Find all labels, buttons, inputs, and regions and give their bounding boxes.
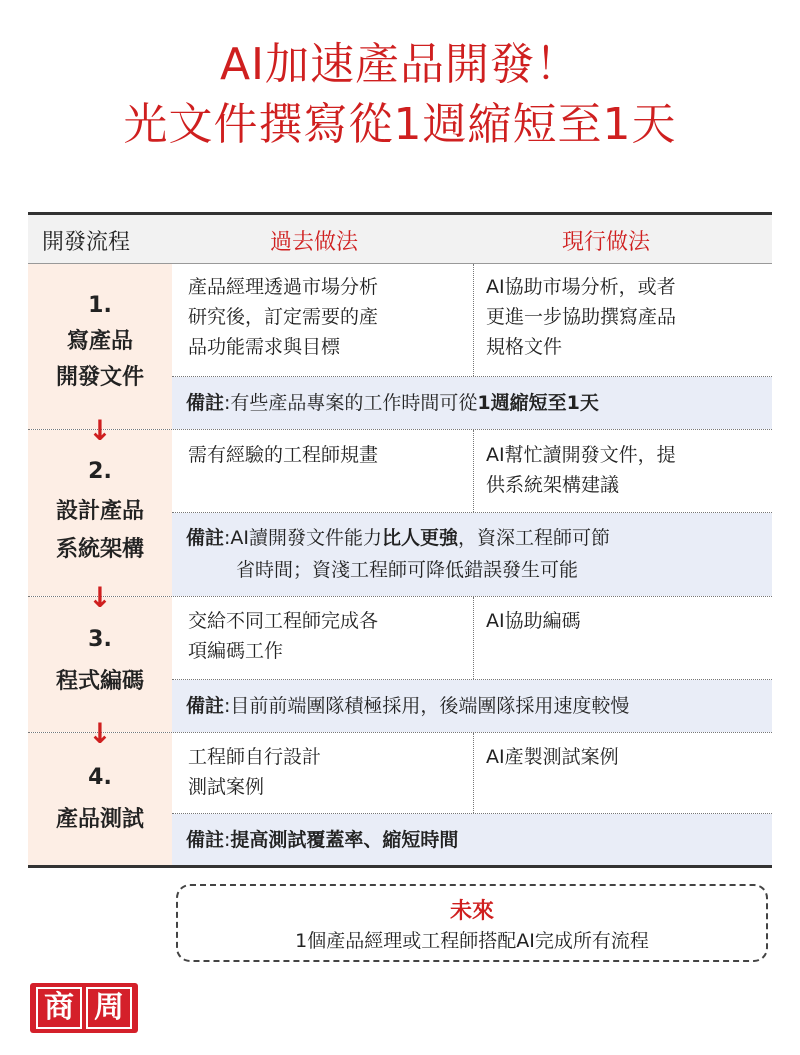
step4-number: 4. [88,765,112,790]
step4-past-line: 測試案例 [188,776,265,798]
step4-current [486,742,768,772]
step1-past-line: 研究後，訂定需要的產 [188,306,379,328]
step2-name-line2: 系統架構 [55,537,144,562]
step2-past-line: 需有經驗的工程師規畫 [188,444,379,466]
comparison-table [28,212,772,868]
note-label: 備註 [186,527,225,549]
note-text: : [224,829,231,851]
column-divider [473,733,474,813]
step3-current [486,606,768,636]
header-process: 開發流程 [42,230,131,255]
page-title-line2: 光文件撰寫從1週縮短至1天 [123,99,677,150]
column-divider [473,430,474,512]
section-divider [28,429,772,430]
step4-name-line1: 產品測試 [55,807,144,832]
step2-past [188,440,468,470]
note-text: :有些產品專案的工作時間可從 [224,392,478,414]
step3-past-line: 交給不同工程師完成各 [188,610,379,632]
step1-name-line2: 開發文件 [55,365,144,390]
step2-current [486,440,768,500]
step4-cell [28,733,172,865]
header-past: 過去做法 [270,230,359,255]
future-title: 未來 [449,899,494,924]
step1-past-line: 產品經理透過市場分析 [188,276,379,298]
table-bottom-rule [28,865,772,868]
header-process-cell [28,215,172,264]
step1-current-line: 更進一步協助撰寫產品 [486,306,677,328]
step1-past [188,272,468,362]
note-emphasis: 比人更強 [382,527,459,549]
step1-name-line1: 寫產品 [66,329,133,354]
step1-past-line: 品功能需求與目標 [188,336,341,358]
future-box [176,884,768,962]
note-text: ，資深工程師可節 [458,527,611,549]
note-emphasis: 提高測試覆蓋率、縮短時間 [230,829,459,851]
column-divider [473,264,474,376]
step2-name-line1: 設計產品 [55,499,144,524]
step3-current-line: AI協助編碼 [486,610,581,632]
note-label: 備註 [186,829,225,851]
step3-name-line1: 程式編碼 [55,669,144,694]
note-text: :AI讀開發文件能力 [224,527,383,549]
step3-number: 3. [88,627,112,652]
section-divider [28,732,772,733]
note-text: :目前前端團隊積極採用，後端團隊採用速度較慢 [224,695,630,717]
logo-char: 周 [86,987,132,1029]
step3-past [188,606,468,666]
step1-number: 1. [88,293,112,318]
column-divider [473,597,474,679]
note-label: 備註 [186,695,225,717]
header-current: 現行做法 [562,230,651,255]
step2-current-line: AI幫忙讀開發文件，提 [486,444,676,466]
header-right-cell [172,215,772,264]
down-arrow-icon: ↓ [88,581,112,614]
step1-note [172,377,772,429]
step2-note [172,513,772,596]
business-weekly-logo [30,983,138,1033]
note-label: 備註 [186,392,225,414]
step2-number: 2. [88,459,112,484]
step3-note [172,680,772,732]
note-emphasis: 1週縮短至1天 [477,392,599,414]
logo-char: 商 [36,987,82,1029]
step1-current-line: AI協助市場分析，或者 [486,276,676,298]
note-text: 省時間；資淺工程師可降低錯誤發生可能 [236,559,579,581]
step4-past [188,742,468,802]
step1-current-line: 規格文件 [486,336,563,358]
step4-note [172,814,772,865]
step1-current [486,272,768,362]
step4-past-line: 工程師自行設計 [188,746,322,768]
future-text: 1個產品經理或工程師搭配AI完成所有流程 [295,930,649,952]
step3-past-line: 項編碼工作 [188,640,284,662]
step2-current-line: 供系統架構建議 [486,474,620,496]
section-divider [28,596,772,597]
down-arrow-icon: ↓ [88,414,112,447]
down-arrow-icon: ↓ [88,717,112,750]
page-title-line1: AI加速產品開發！ [219,39,581,90]
step4-current-line: AI產製測試案例 [486,746,619,768]
